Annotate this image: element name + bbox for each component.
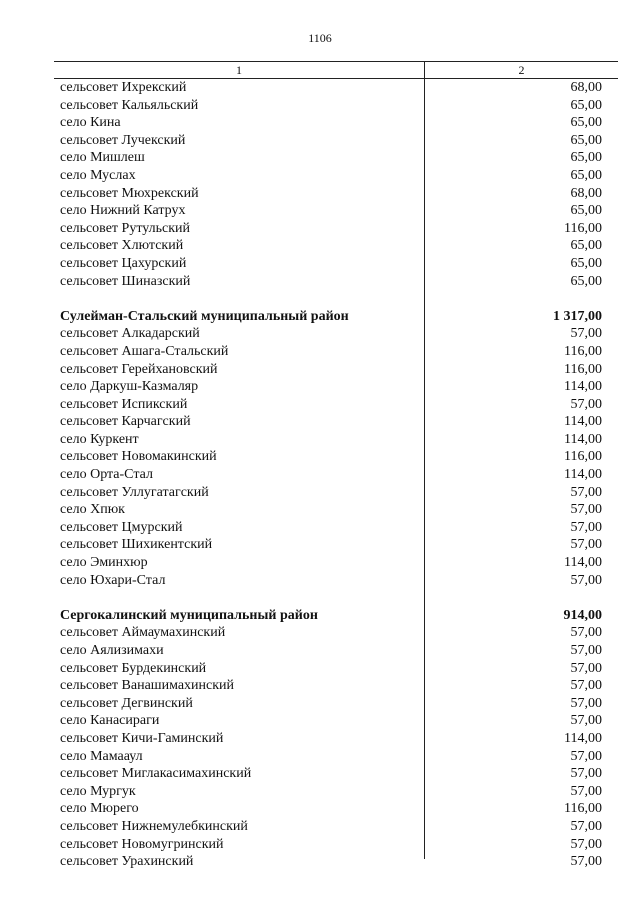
spacer-row: [54, 589, 618, 607]
table-row: [54, 114, 618, 132]
amount-value: 65,00: [570, 255, 602, 271]
table-row: [54, 185, 618, 203]
table-header: [54, 61, 618, 79]
district-total-row: [54, 308, 618, 326]
settlement-name: сельсовет Уллугатагский: [60, 484, 209, 500]
amount-value: 65,00: [570, 150, 602, 166]
amount-value: 57,00: [570, 326, 602, 342]
settlement-name: село Мюрего: [60, 801, 139, 817]
allocation-table: [54, 61, 618, 871]
page-number: 1106: [308, 31, 332, 45]
settlement-name: сельсовет Герейхановский: [60, 361, 218, 377]
settlement-name: село Мургук: [60, 783, 136, 799]
table-row: [54, 273, 618, 291]
table-row: [54, 624, 618, 642]
settlement-name: сельсовет Урахинский: [60, 854, 194, 870]
table-row: [54, 378, 618, 396]
settlement-name: сельсовет Нижнемулебкинский: [60, 818, 248, 834]
amount-value: 116,00: [564, 343, 602, 359]
table-row: [54, 343, 618, 361]
table-row: [54, 132, 618, 150]
amount-value: 65,00: [570, 97, 602, 113]
settlement-name: сельсовет Мюхрекский: [60, 185, 199, 201]
table-row: [54, 501, 618, 519]
settlement-name: Сулейман-Стальский муниципальный район: [60, 308, 349, 324]
settlement-name: сельсовет Рутульский: [60, 220, 191, 236]
settlement-name: село Канасираги: [60, 713, 160, 729]
table-row: [54, 642, 618, 660]
table-row: [54, 695, 618, 713]
table-row: [54, 853, 618, 871]
spacer-row: [54, 290, 618, 308]
amount-value: 65,00: [570, 167, 602, 183]
amount-value: 57,00: [570, 502, 602, 518]
amount-value: 68,00: [570, 80, 602, 95]
settlement-name: село Орта-Стал: [60, 467, 153, 483]
amount-value: 57,00: [570, 783, 602, 799]
settlement-name: сельсовет Бурдекинский: [60, 660, 207, 676]
amount-value: 57,00: [570, 766, 602, 782]
settlement-name: сельсовет Цахурский: [60, 255, 187, 271]
amount-value: 57,00: [570, 836, 602, 852]
settlement-name: село Куркент: [60, 431, 139, 447]
amount-value: 65,00: [570, 203, 602, 219]
amount-value: 57,00: [570, 713, 602, 729]
table-row: [54, 79, 618, 97]
table-row: [54, 730, 618, 748]
table-row: [54, 748, 618, 766]
settlement-name: село Мамааул: [60, 748, 143, 764]
amount-value: 57,00: [570, 519, 602, 535]
amount-value: 57,00: [570, 818, 602, 834]
table-row: [54, 677, 618, 695]
amount-value: 114,00: [564, 730, 602, 746]
table-row: [54, 396, 618, 414]
table-row: [54, 836, 618, 854]
amount-value: 116,00: [564, 801, 602, 817]
settlement-name: сельсовет Новомугринский: [60, 836, 224, 852]
settlement-name: сельсовет Карчагский: [60, 414, 191, 430]
amount-value: 914,00: [563, 607, 602, 623]
table-row: [54, 413, 618, 431]
amount-value: 65,00: [570, 132, 602, 148]
amount-value: 114,00: [564, 379, 602, 395]
table-row: [54, 554, 618, 572]
settlement-name: сельсовет Цмурский: [60, 519, 183, 535]
settlement-name: село Даркуш-Казмаляр: [60, 379, 199, 395]
district-total-row: [54, 607, 618, 625]
settlement-name: сельсовет Ихрекский: [60, 80, 187, 95]
table-row: [54, 800, 618, 818]
table-row: [54, 783, 618, 801]
settlement-name: сельсовет Кальяльский: [60, 97, 199, 113]
amount-value: 57,00: [570, 625, 602, 641]
settlement-name: Сергокалинский муниципальный район: [60, 607, 318, 623]
table-row: [54, 167, 618, 185]
settlement-name: село Юхари-Стал: [60, 572, 166, 588]
settlement-name: сельсовет Алкадарский: [60, 326, 200, 342]
settlement-name: сельсовет Хлютский: [60, 238, 184, 254]
table-row: [54, 202, 618, 220]
amount-value: 57,00: [570, 572, 602, 588]
table-row: [54, 325, 618, 343]
table-row: [54, 448, 618, 466]
settlement-name: село Эминхюр: [60, 555, 148, 571]
amount-value: 114,00: [564, 467, 602, 483]
table-row: [54, 237, 618, 255]
table-row: [54, 519, 618, 537]
table-row: [54, 818, 618, 836]
amount-value: 114,00: [564, 431, 602, 447]
settlement-name: сельсовет Ванашимахинский: [60, 678, 235, 694]
settlement-name: сельсовет Кичи-Гаминский: [60, 730, 224, 746]
amount-value: 57,00: [570, 695, 602, 711]
amount-value: 68,00: [570, 185, 602, 201]
settlement-name: село Хпюк: [60, 502, 125, 518]
table-row: [54, 97, 618, 115]
settlement-name: село Аялизимахи: [60, 643, 164, 658]
amount-value: 116,00: [564, 220, 602, 236]
settlement-name: сельсовет Ашага-Стальский: [60, 343, 229, 359]
amount-value: 57,00: [570, 660, 602, 676]
amount-value: 57,00: [570, 748, 602, 764]
amount-value: 57,00: [570, 854, 602, 870]
settlement-name: сельсовет Дегвинский: [60, 695, 193, 711]
settlement-name: село Мишлеш: [60, 150, 145, 166]
amount-value: 65,00: [570, 115, 602, 131]
settlement-name: сельсовет Миглакасимахинский: [60, 766, 252, 782]
amount-value: 57,00: [570, 484, 602, 500]
settlement-name: сельсовет Лучекский: [60, 132, 186, 148]
table-row: [54, 361, 618, 379]
settlement-name: село Нижний Катрух: [60, 203, 186, 219]
settlement-name: сельсовет Испикский: [60, 396, 188, 412]
amount-value: 57,00: [570, 643, 602, 658]
table-row: [54, 712, 618, 730]
amount-value: 114,00: [564, 414, 602, 430]
table-row: [54, 572, 618, 590]
column-header-1: 1: [236, 63, 242, 77]
table-row: [54, 765, 618, 783]
amount-value: 116,00: [564, 361, 602, 377]
table-row: [54, 149, 618, 167]
amount-value: 114,00: [564, 555, 602, 571]
table-row: [54, 431, 618, 449]
amount-value: 65,00: [570, 273, 602, 289]
amount-value: 57,00: [570, 537, 602, 553]
amount-value: 65,00: [570, 238, 602, 254]
settlement-name: сельсовет Новомакинский: [60, 449, 217, 465]
table-row: [54, 484, 618, 502]
settlement-name: село Муслах: [60, 167, 136, 183]
table-body: [54, 79, 618, 871]
table-row: [54, 536, 618, 554]
amount-value: 57,00: [570, 396, 602, 412]
column-header-2: 2: [518, 63, 525, 77]
amount-value: 57,00: [570, 678, 602, 694]
table-row: [54, 220, 618, 238]
settlement-name: сельсовет Шихикентский: [60, 537, 213, 553]
settlement-name: село Кина: [60, 115, 121, 131]
amount-value: 116,00: [564, 449, 602, 465]
settlement-name: сельсовет Аймаумахинский: [60, 625, 226, 641]
amount-value: 1 317,00: [553, 308, 602, 324]
table-row: [54, 660, 618, 678]
table-row: [54, 255, 618, 273]
settlement-name: сельсовет Шиназский: [60, 273, 191, 289]
table-row: [54, 466, 618, 484]
